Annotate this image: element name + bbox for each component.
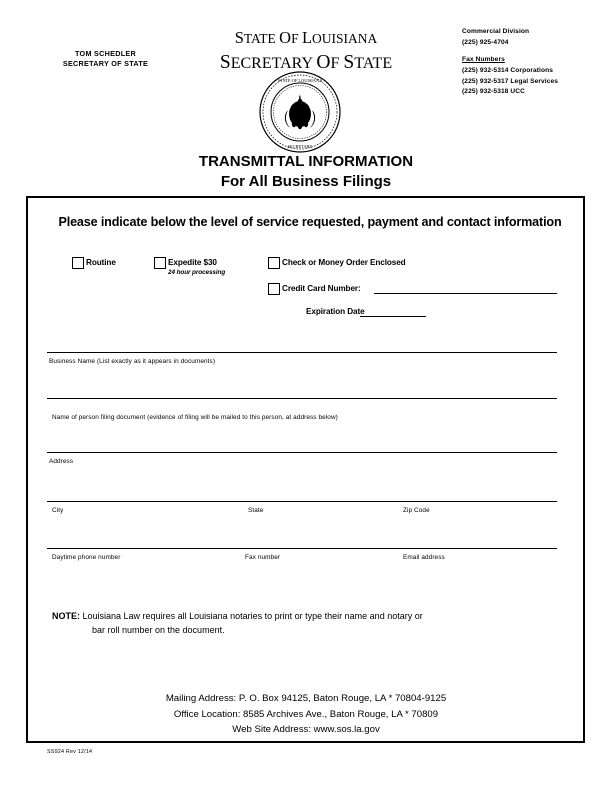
contact-spacer <box>462 48 558 55</box>
label-expedite-sub: 24 hour processing <box>168 269 226 276</box>
commercial-division-label: Commercial Division <box>462 28 530 35</box>
checkbox-routine[interactable] <box>72 257 84 269</box>
officer-name: TOM SCHEDLER <box>75 49 136 58</box>
page-title <box>0 152 612 192</box>
city-state-zip-input[interactable] <box>47 501 557 502</box>
credit-card-number-input[interactable] <box>374 293 557 294</box>
state-title-line1: STATE OF LOUISIANA <box>234 28 378 47</box>
form-code: SS924 Rev 12/14 <box>47 749 93 755</box>
label-expiration-date: Expiration Date <box>306 307 365 316</box>
form-box <box>26 196 585 743</box>
label-state: State <box>248 507 264 514</box>
contact-block <box>462 27 558 98</box>
address-input[interactable] <box>47 452 557 453</box>
svg-text:SECRETARY: SECRETARY <box>287 144 313 149</box>
form-instruction-heading: Please indicate below the level of service requested, payment and contact information <box>58 215 562 229</box>
label-fax-number: Fax number <box>245 554 281 561</box>
state-title-line2: SECRETARY OF STATE <box>219 51 393 73</box>
footer-addresses <box>0 691 612 738</box>
label-check-or-money-order: Check or Money Order Enclosed <box>282 258 406 267</box>
fax-numbers-heading: Fax Numbers <box>462 56 505 64</box>
expiration-date-input[interactable] <box>360 316 426 317</box>
office-location: Office Location: 8585 Archives Ave., Baton Rouge, LA * 70809 <box>173 708 439 720</box>
officer-block <box>18 49 193 68</box>
mailing-address: Mailing Address: P. O. Box 94125, Baton Rouge, LA * 70804-9125 <box>165 693 447 704</box>
officer-title: SECRETARY OF STATE <box>62 58 149 68</box>
doc-title-line1: TRANSMITTAL INFORMATION <box>198 153 414 170</box>
label-person-filing: Name of person filing document (evidence of filing will be mailed to this person, at address below) <box>52 414 338 421</box>
label-credit-card-number: Credit Card Number: <box>282 284 361 293</box>
label-city: City <box>52 507 64 514</box>
label-expedite: Expedite $30 <box>168 258 217 267</box>
label-address: Address <box>49 458 74 465</box>
checkbox-check-or-money-order[interactable] <box>268 257 280 269</box>
checkbox-credit-card[interactable] <box>268 283 280 295</box>
fax-corporations: (225) 932-5314 Corporations <box>462 67 554 75</box>
label-business-name: Business Name (List exactly as it appears in documents) <box>49 358 216 365</box>
checkbox-expedite[interactable] <box>154 257 166 269</box>
label-daytime-phone: Daytime phone number <box>52 554 121 561</box>
phone-number: (225) 925-4704 <box>462 38 509 46</box>
web-site-address: Web Site Address: www.sos.la.gov <box>232 724 380 736</box>
note-line1: Louisiana Law requires all Louisiana notaries to print or type their name and notary or <box>82 611 423 621</box>
svg-text:STATE OF LOUISIANA: STATE OF LOUISIANA <box>277 78 323 83</box>
label-routine: Routine <box>86 258 116 267</box>
note-line2: bar roll number on the document. <box>92 624 225 635</box>
business-name-input[interactable] <box>47 352 557 353</box>
label-email-address: Email address <box>403 554 445 561</box>
note-label: NOTE: <box>52 611 80 621</box>
fax-legal-services: (225) 932-5317 Legal Services <box>462 77 559 85</box>
label-zip-code: Zip Code <box>403 507 430 514</box>
louisiana-state-seal-icon <box>258 70 342 154</box>
doc-title-line2: For All Business Filings <box>220 172 392 190</box>
notary-note <box>52 610 552 638</box>
state-title <box>186 28 426 75</box>
phone-fax-email-input[interactable] <box>47 548 557 549</box>
person-filing-input[interactable] <box>47 398 557 399</box>
fax-ucc: (225) 932-5318 UCC <box>462 88 526 96</box>
